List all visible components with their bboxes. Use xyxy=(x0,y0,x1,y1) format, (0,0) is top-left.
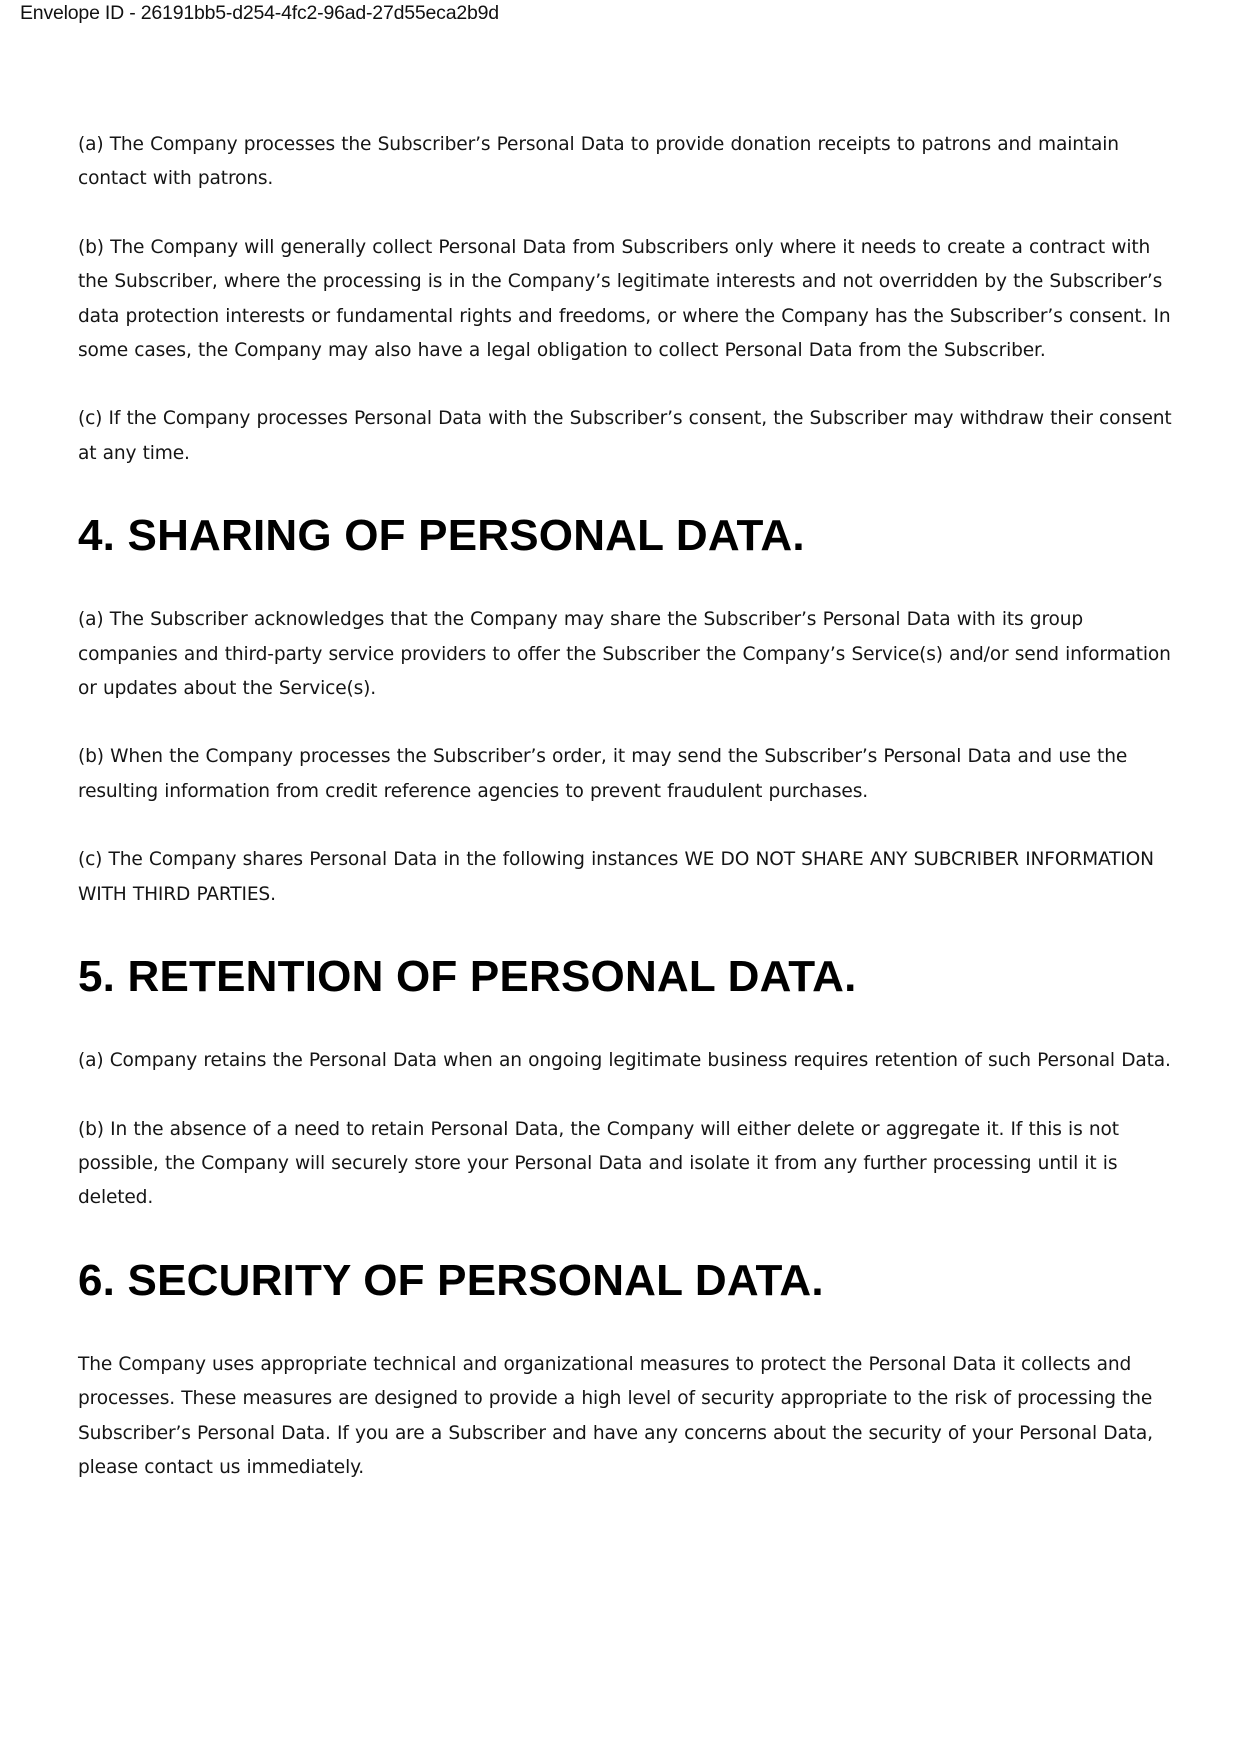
paragraph-3a: (a) The Company processes the Subscriber’s Personal Data to provide donation receipts to patrons and maintain contact with patrons. xyxy=(78,134,1119,190)
section-4 xyxy=(78,511,1186,912)
paragraph-4c: (c) The Company shares Personal Data in the following instances WE DO NOT SHARE ANY SUBCRIBER INFORMATION WITH THIRD PARTIES. xyxy=(78,849,1154,905)
paragraph-5a: (a) Company retains the Personal Data when an ongoing legitimate business requires retention of such Personal Data. xyxy=(78,1050,1171,1072)
paragraph-3b: (b) The Company will generally collect Personal Data from Subscribers only where it needs to create a contract with the Subscriber, where the processing is in the Company’s legitimate interests and not overridden by the Subscriber’s data protection interests or fundamental rights and freedoms, or where the Company has the Subscriber’s consent. In some cases, the Company may also have a legal obligation to collect Personal Data from the Subscriber. xyxy=(78,236,1171,362)
paragraph-4b: (b) When the Company processes the Subscriber’s order, it may send the Subscriber’s Personal Data and use the resulting information from credit reference agencies to prevent fraudulent purchases. xyxy=(78,746,1128,802)
section-heading-sharing: 4. SHARING OF PERSONAL DATA. xyxy=(78,511,805,561)
spacer xyxy=(78,561,1186,603)
section-5 xyxy=(78,952,1186,1216)
document-body xyxy=(78,128,1186,1485)
paragraph-5b: (b) In the absence of a need to retain Personal Data, the Company will either delete or aggregate it. If this is not possible, the Company will securely store your Personal Data and isolate it from any further processing until it is deleted. xyxy=(78,1118,1119,1209)
spacer xyxy=(78,706,1186,740)
paragraph-3c: (c) If the Company processes Personal Data with the Subscriber’s consent, the Subscriber may withdraw their consent at any time. xyxy=(78,408,1172,464)
envelope-id: Envelope ID - 26191bb5-d254-4fc2-96ad-27d55eca2b9d xyxy=(20,2,499,24)
spacer xyxy=(78,197,1186,231)
spacer xyxy=(78,809,1186,843)
spacer xyxy=(78,1306,1186,1348)
section-3-continued xyxy=(78,128,1186,471)
spacer xyxy=(78,1079,1186,1113)
paragraph-4a: (a) The Subscriber acknowledges that the Company may share the Subscriber’s Personal Data with its group companies and third-party service providers to offer the Subscriber the Company’s Service(s) and/or send information or updates about the Service(s). xyxy=(78,609,1171,700)
paragraph-6: The Company uses appropriate technical and organizational measures to protect the Personal Data it collects and processes. These measures are designed to provide a high level of security appropriate to the risk of processing the Subscriber’s Personal Data. If you are a Subscriber and have any concerns about the security of your Personal Data, please contact us immediately. xyxy=(78,1353,1153,1478)
spacer xyxy=(78,1002,1186,1044)
spacer xyxy=(78,368,1186,402)
section-heading-security: 6. SECURITY OF PERSONAL DATA. xyxy=(78,1255,824,1305)
section-6 xyxy=(78,1256,1186,1486)
section-heading-retention: 5. RETENTION OF PERSONAL DATA. xyxy=(78,952,857,1002)
